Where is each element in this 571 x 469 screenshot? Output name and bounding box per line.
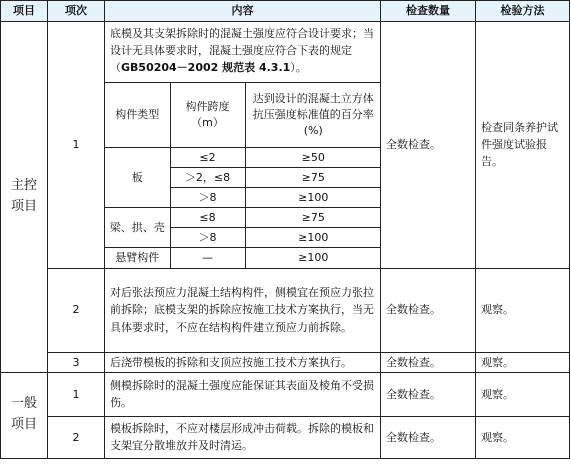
row-content: 侧模拆除时的混凝土强度应能保证其表面及棱角不受损伤。 xyxy=(105,372,381,416)
content-text-end: ）。 xyxy=(290,61,307,75)
row-no: 2 xyxy=(48,268,105,352)
subtable-percent: ≥100 xyxy=(245,228,381,248)
header-no: 项次 xyxy=(48,1,105,22)
subtable-percent: ≥75 xyxy=(245,168,381,188)
row-content: 对后张法预应力混凝土结构构件，侧模宜在预应力张拉前拆除；底模支架的拆除应按施工技术方案执行，当无具体要求时，不应在结构构件建立预应力前拆除。 xyxy=(105,268,381,352)
subtable-row xyxy=(105,148,381,168)
subtable-percent: ≥75 xyxy=(245,208,381,228)
subtable-row xyxy=(105,248,381,268)
row-no: 3 xyxy=(48,352,105,372)
table-row xyxy=(1,22,570,269)
row-quantity: 全数检查。 xyxy=(381,22,476,269)
subtable-header-percent: 达到设计的混凝土立方体抗压强度标准值的百分率(%) xyxy=(245,83,381,148)
category-line: 项目 xyxy=(10,198,37,214)
category-line: 项目 xyxy=(10,417,37,433)
subtable-type: 悬臂构件 xyxy=(105,248,170,268)
category-line: 一般 xyxy=(10,396,37,412)
table-row xyxy=(1,268,570,352)
row-no: 2 xyxy=(48,416,105,458)
subtable-type: 梁、拱、壳 xyxy=(105,208,170,248)
subtable-header-type: 构件类型 xyxy=(105,83,170,148)
subtable-header-row xyxy=(105,83,381,148)
row-content: 模板拆除时，不应对楼层形成冲击荷载。拆除的模板和支架宜分散堆放并及时清运。 xyxy=(105,416,381,458)
row-method: 检查同条养护试件强度试验报告。 xyxy=(476,22,570,269)
subtable-span: — xyxy=(170,248,245,268)
subtable-percent: ≥100 xyxy=(245,188,381,208)
row-quantity: 全数检查。 xyxy=(381,372,476,416)
subtable-row xyxy=(105,208,381,228)
category-line: 主控 xyxy=(10,177,37,193)
header-quantity: 检查数量 xyxy=(381,1,476,22)
table-header-row xyxy=(1,1,570,22)
subtable-span: ＞8 xyxy=(170,188,245,208)
row-quantity: 全数检查。 xyxy=(381,352,476,372)
table-row xyxy=(1,416,570,458)
subtable-percent: ≥100 xyxy=(245,248,381,268)
subtable-span: ≤2 xyxy=(170,148,245,168)
header-item: 项目 xyxy=(1,1,48,22)
subtable-span: ＞8 xyxy=(170,228,245,248)
row-no: 1 xyxy=(48,22,105,269)
row-no: 1 xyxy=(48,372,105,416)
header-content: 内容 xyxy=(105,1,381,22)
subtable-span: ≤8 xyxy=(170,208,245,228)
subtable-type: 板 xyxy=(105,148,170,208)
table-row xyxy=(1,372,570,416)
row-method: 观察。 xyxy=(476,372,570,416)
subtable-percent: ≥50 xyxy=(245,148,381,168)
standard-reference: GB50204－2002 规范表 4.3.1 xyxy=(121,61,291,75)
table-row xyxy=(1,352,570,372)
row-method: 观察。 xyxy=(476,352,570,372)
subtable-header-span: 构件跨度（m） xyxy=(170,83,245,148)
subtable-span: ＞2，≤8 xyxy=(170,168,245,188)
row-method: 观察。 xyxy=(476,268,570,352)
header-method: 检验方法 xyxy=(476,1,570,22)
row-content xyxy=(105,22,381,269)
category-general xyxy=(1,372,48,458)
category-main-control xyxy=(1,22,48,373)
content-text-main: 底模及其支架拆除时的混凝土强度应符合设计要求；当设计无具体要求时，混凝土强度应符合下表的规定（ xyxy=(110,27,374,75)
row-quantity: 全数检查。 xyxy=(381,268,476,352)
row-quantity: 全数检查。 xyxy=(381,416,476,458)
strength-subtable xyxy=(105,82,381,268)
content-text xyxy=(105,22,380,82)
row-content: 后浇带模板的拆除和支顶应按施工技术方案执行。 xyxy=(105,352,381,372)
row-method: 观察。 xyxy=(476,416,570,458)
